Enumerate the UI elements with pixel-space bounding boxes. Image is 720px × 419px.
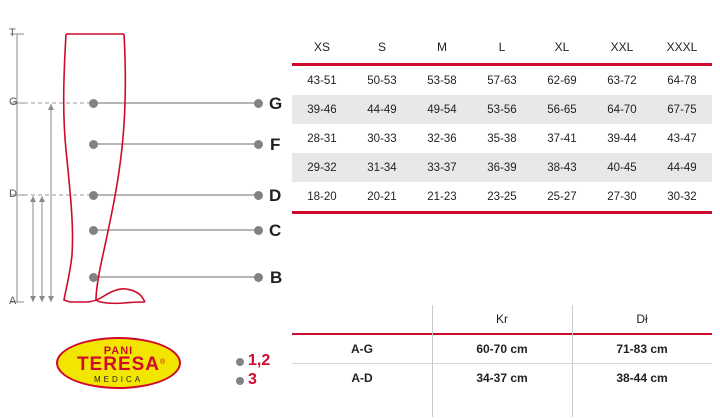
length-table-divider-2 [572,305,573,417]
cell-f-xxxl: 67-75 [652,95,712,124]
cell-f-xl: 56-65 [532,95,592,124]
cell-c-xxxl: 44-49 [652,153,712,182]
measure-point-f [89,140,98,149]
measure-point-c [89,226,98,235]
measure-point-d [89,191,98,200]
class-dot-1-2-icon [236,358,244,366]
size-table-header-row [292,30,712,65]
col-header-xxxl: XXXL [652,30,712,65]
length-row-label-ag: A-G [292,334,432,364]
cell-b-xxxl: 30-32 [652,182,712,213]
col-header-m: M [412,30,472,65]
logo-registered-mark: ® [160,359,166,366]
class-label-3: 3 [248,371,257,388]
length-header-dl: Dł [636,312,648,326]
cell-b-xxl: 27-30 [592,182,652,213]
table-row [292,364,712,393]
cell-g-xxl: 63-72 [607,74,637,87]
cell-c-xl: 38-43 [532,153,592,182]
logo-medica-text: MEDICA [93,375,144,384]
cell-d-s: 30-33 [367,132,397,145]
cell-f-s: 44-49 [352,95,412,124]
cell-c-l: 36-39 [472,153,532,182]
cell-c-xs: 29-32 [292,153,352,182]
table-row [292,95,712,124]
point-label-f: F [270,135,281,154]
col-header-l: L [472,30,532,65]
size-table [292,30,712,214]
leader-dot-d [254,191,263,200]
class-dot-3-icon [236,377,244,385]
leader-dot-f [254,140,263,149]
cell-d-xxxl: 43-47 [667,132,697,145]
length-table-header-row [292,305,712,333]
table-row [292,334,712,364]
cell-c-s: 31-34 [352,153,412,182]
length-header-kr: Kr [496,312,508,326]
length-ad-dl: 38-44 cm [572,364,712,393]
cell-b-xl: 25-27 [532,182,592,213]
cell-d-l: 35-38 [487,132,517,145]
length-table [292,305,712,392]
axis-label-d: D [9,188,17,200]
cell-c-m: 33-37 [412,153,472,182]
length-ag-kr: 60-70 cm [432,334,572,364]
point-label-c: C [269,221,282,240]
point-label-d: D [269,186,282,205]
class-label-1-2: 1,2 [248,352,271,369]
cell-d-m: 32-36 [427,132,457,145]
cell-g-xs: 43-51 [307,74,337,87]
cell-d-xxl: 39-44 [607,132,637,145]
length-table-divider-1 [432,305,433,417]
brand-logo [56,337,181,389]
col-header-xl: XL [532,30,592,65]
table-row [292,124,712,153]
cell-f-l: 53-56 [472,95,532,124]
col-header-xs: XS [292,30,352,65]
cell-f-xxl: 64-70 [592,95,652,124]
axis-label-t: T [9,27,16,39]
cell-d-xl: 37-41 [547,132,577,145]
cell-g-xl: 62-69 [547,74,577,87]
leader-dot-g [254,99,263,108]
cell-f-xs: 39-46 [292,95,352,124]
cell-g-xxxl: 64-78 [667,74,697,87]
cell-b-m: 21-23 [412,182,472,213]
cell-f-m: 49-54 [412,95,472,124]
cell-g-s: 50-53 [367,74,397,87]
leader-dot-c [254,226,263,235]
cell-b-l: 23-25 [472,182,532,213]
length-header-blank [292,305,432,333]
length-row-label-ad: A-D [292,364,432,393]
cell-b-s: 20-21 [352,182,412,213]
point-label-g: G [269,94,283,113]
length-ag-dl: 71-83 cm [572,334,712,364]
cell-g-m: 53-58 [427,74,457,87]
table-row [292,65,712,96]
logo-teresa-text: TERESA [76,354,161,375]
measure-point-g [89,99,98,108]
axis-label-g: G [9,96,18,108]
measure-point-b [89,273,98,282]
col-header-s: S [352,30,412,65]
axis-label-a: A [9,295,17,307]
table-row [292,153,712,182]
cell-c-xxl: 40-45 [592,153,652,182]
point-label-b: B [270,268,283,287]
logo-pani-text: PANI [103,345,134,357]
leader-dot-b [254,273,263,282]
col-header-xxl: XXL [592,30,652,65]
cell-b-xs: 18-20 [292,182,352,213]
table-row [292,182,712,213]
cell-g-l: 57-63 [487,74,517,87]
length-ad-kr: 34-37 cm [432,364,572,393]
cell-d-xs: 28-31 [307,132,337,145]
